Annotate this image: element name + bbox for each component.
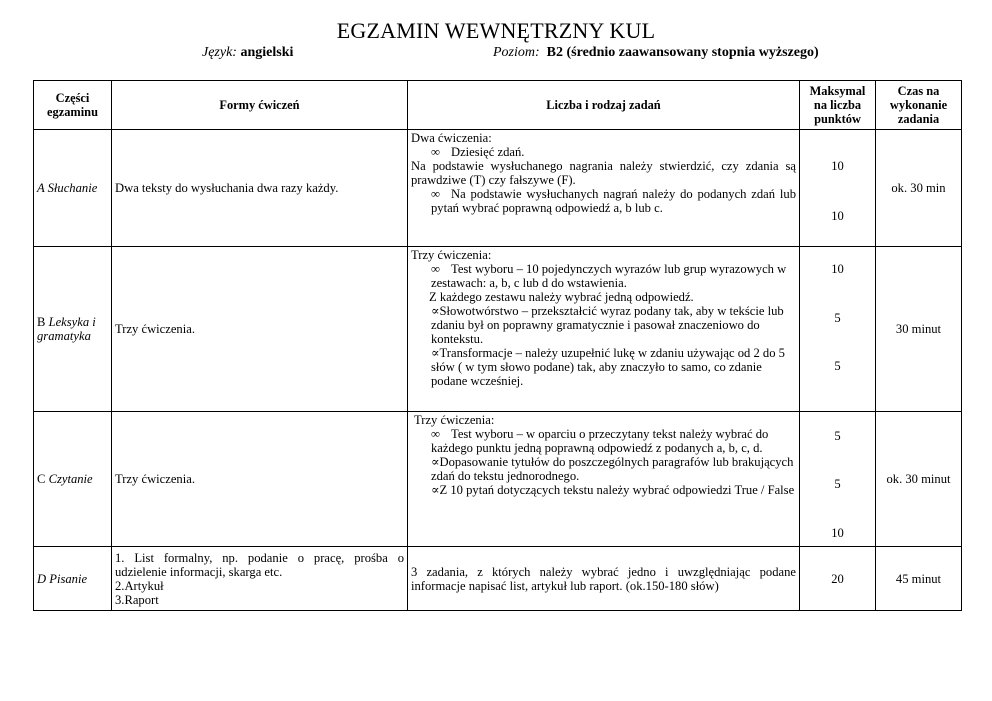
- level-label: Poziom:: [493, 45, 540, 60]
- language-line: [202, 45, 293, 61]
- part-letter: B: [37, 315, 46, 329]
- table-row: [34, 412, 962, 547]
- tasks-cell: 3 zadania, z których należy wybrać jedno i uwzględniając podane informacje napisać list, artykuł lub raport. (ok.150-180 słów): [408, 547, 800, 611]
- tasks-intro: Dwa ćwiczenia:: [411, 131, 492, 145]
- list-item: ∞ Test wyboru – w oparciu o przeczytany tekst należy wybrać do każdego punktu jedną poprawną odpowiedź z podanych a, b, c, d.: [431, 427, 769, 455]
- list-item: ∝Słowotwórstwo – przekształcić wyraz podany tak, aby w tekście lub zdaniu był on poprawny gramatycznie i pasował znaczeniowo do kontekstu.: [431, 304, 784, 346]
- bullet-small-icon: ∝: [431, 483, 440, 497]
- part-name: Słuchanie: [47, 181, 98, 195]
- points-value: 10: [831, 262, 844, 276]
- part-cell: [34, 130, 112, 247]
- header-time: Czas na wykonanie zadania: [876, 81, 962, 130]
- level-value: B2 (średnio zaawansowany stopnia wyższego): [546, 45, 819, 60]
- form-cell: [112, 547, 408, 611]
- list-item: ∝Transformacje – należy uzupełnić lukę w zdaniu używając od 2 do 5 słów ( w tym słowo podane) tak, aby znaczyło to samo, co zdanie podane wcześniej.: [431, 346, 785, 388]
- points-cell: [800, 130, 876, 247]
- time-cell: 45 minut: [876, 547, 962, 611]
- header-parts: Części egzaminu: [34, 81, 112, 130]
- points-cell: [800, 247, 876, 412]
- points-value: 5: [834, 429, 841, 443]
- part-name: Pisanie: [49, 571, 88, 586]
- header-forms: Formy ćwiczeń: [112, 81, 408, 130]
- part-cell: [34, 247, 112, 412]
- tasks-cell: [408, 130, 800, 247]
- bullet-icon: ∞: [431, 262, 440, 276]
- points-cell: [800, 412, 876, 547]
- tasks-intro: Trzy ćwiczenia:: [414, 413, 495, 427]
- bullet-small-icon: ∝: [431, 455, 440, 469]
- points-value: 10: [831, 159, 844, 173]
- points-cell: 20: [800, 547, 876, 611]
- points-value: 5: [834, 359, 841, 373]
- points-value: 5: [834, 477, 841, 491]
- part-cell: [34, 547, 112, 611]
- time-cell: ok. 30 min: [876, 130, 962, 247]
- list-item: 3.Raport: [115, 592, 159, 607]
- list-item: 1. List formalny, np. podanie o pracę, prośba o udzielenie informacji, skarga etc.: [115, 550, 404, 579]
- tasks-cell: [408, 412, 800, 547]
- form-cell: Dwa teksty do wysłuchania dwa razy każdy.: [112, 130, 408, 247]
- list-item: ∝Z 10 pytań dotyczących tekstu należy wybrać odpowiedzi True / False: [431, 483, 795, 497]
- list-item: Z każdego zestawu należy wybrać jedną odpowiedź.: [429, 290, 694, 304]
- points-value: 10: [831, 526, 844, 540]
- list-item: ∞ Na podstawie wysłuchanych nagrań należy do podanych zdań lub pytań wybrać poprawną odpowiedź a, b lub c.: [431, 187, 796, 215]
- table-row: [34, 130, 962, 247]
- list-item: ∝Dopasowanie tytułów do poszczególnych paragrafów lub brakujących zdań do tekstu jednorodnego.: [431, 455, 794, 483]
- part-letter: A: [37, 181, 45, 195]
- tasks-cell: [408, 247, 800, 412]
- tasks-intro: Trzy ćwiczenia:: [411, 248, 492, 262]
- list-item: 2.Artykuł: [115, 578, 164, 593]
- list-item: ∞ Dziesięć zdań.: [431, 145, 525, 159]
- language-value: angielski: [240, 45, 294, 60]
- time-cell: 30 minut: [876, 247, 962, 412]
- level-line: [493, 45, 819, 61]
- part-letter: D: [37, 571, 47, 586]
- bullet-icon: ∞: [431, 187, 440, 201]
- points-value: 10: [831, 209, 844, 223]
- page-title: EGZAMIN WEWNĘTRZNY KUL: [336, 18, 656, 43]
- exam-table: [33, 80, 962, 611]
- time-cell: ok. 30 minut: [876, 412, 962, 547]
- language-label: Język:: [202, 45, 237, 60]
- part-name: Czytanie: [48, 472, 93, 486]
- list-item: Na podstawie wysłuchanego nagrania należy stwierdzić, czy zdania są prawdziwe (T) czy fałszywe (F).: [411, 159, 796, 187]
- part-cell: [34, 412, 112, 547]
- form-cell: Trzy ćwiczenia.: [112, 412, 408, 547]
- bullet-small-icon: ∝: [431, 346, 440, 360]
- points-value: 5: [834, 311, 841, 325]
- table-header-row: [34, 81, 962, 130]
- part-letter: C: [37, 472, 46, 486]
- bullet-small-icon: ∝: [431, 304, 440, 318]
- table-row: [34, 247, 962, 412]
- table-row: [34, 547, 962, 611]
- bullet-icon: ∞: [431, 145, 440, 159]
- header-points: Maksymal na liczba punktów: [800, 81, 876, 130]
- form-cell: Trzy ćwiczenia.: [112, 247, 408, 412]
- header-tasks: Liczba i rodzaj zadań: [408, 81, 800, 130]
- bullet-icon: ∞: [431, 427, 440, 441]
- part-name: Leksyka i gramatyka: [37, 315, 96, 343]
- list-item: ∞ Test wyboru – 10 pojedynczych wyrazów lub grup wyrazowych w zestawach: a, b, c lub d do wstawienia.: [431, 262, 787, 290]
